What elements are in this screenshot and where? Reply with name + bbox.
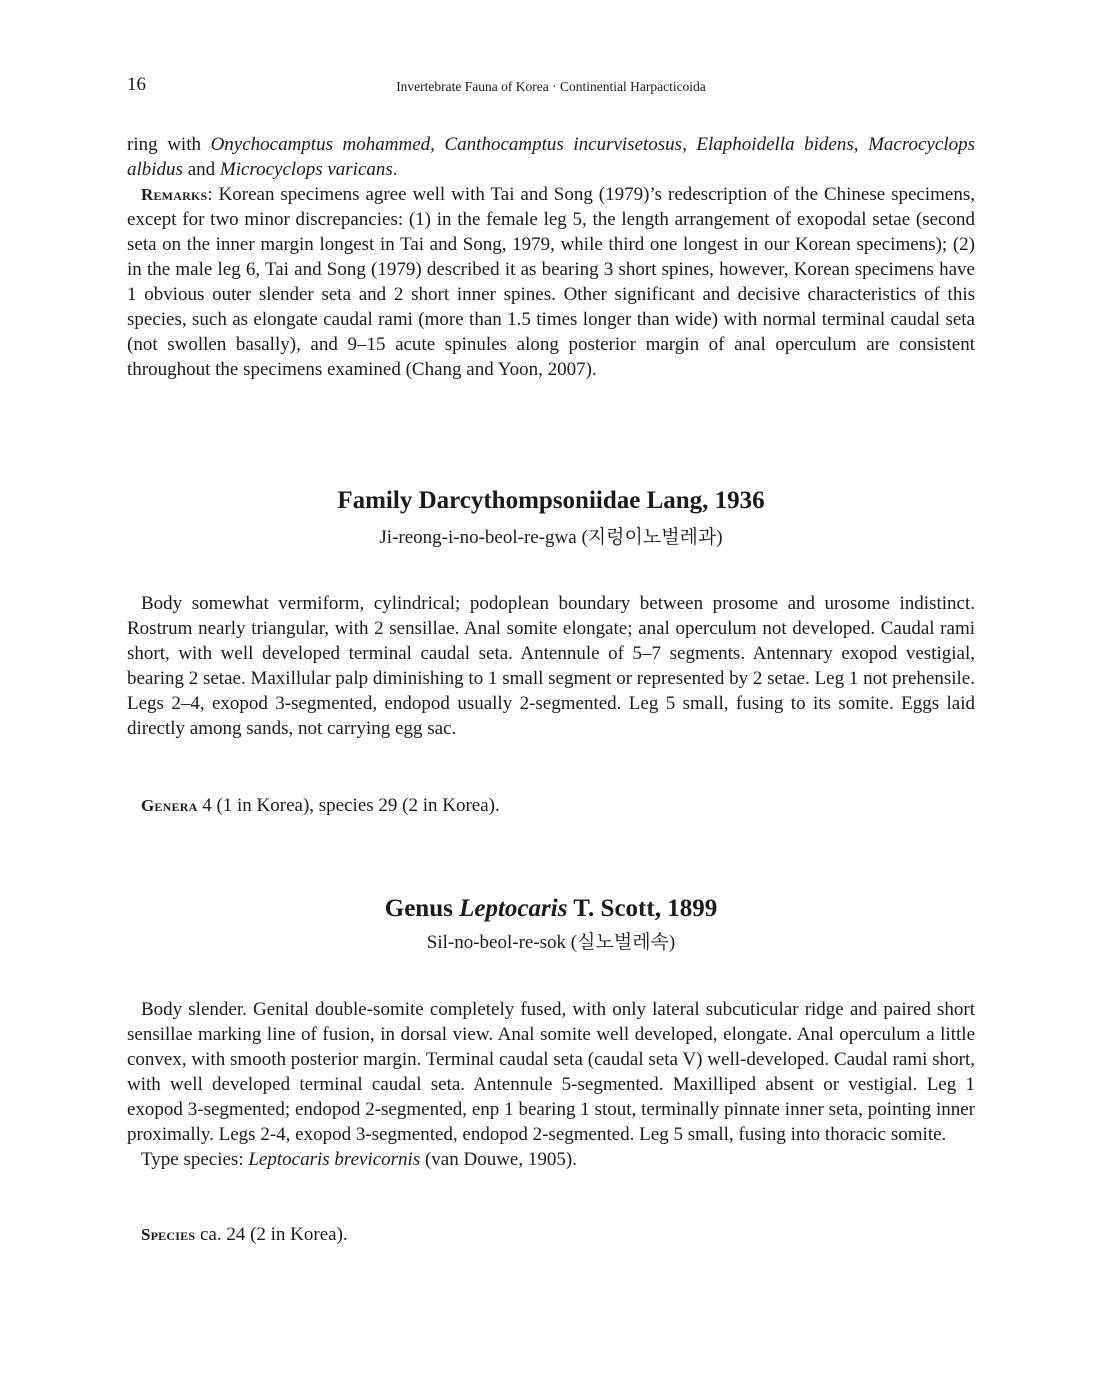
remarks-paragraph (127, 182, 975, 382)
genera-count (127, 793, 975, 818)
page-header (127, 74, 975, 98)
genera-text: 4 (1 in Korea), species 29 (2 in Korea). (197, 795, 500, 816)
species-label: Species (141, 1225, 196, 1244)
family-description: Body somewhat vermiform, cylindrical; podoplean boundary between prosome and urosome indistinct. Rostrum nearly triangular, with 2 sensillae. Anal somite elongate; anal operculum not developed. Caudal rami short, with well developed terminal caudal seta. Antennule of 5–7 segments. Antennary exopod vestigial, bearing 2 setae. Maxillular palp diminishing to 1 small segment or represented by 2 setae. Leg 1 not prehensile. Legs 2–4, exopod 3-segmented, endopod usually 2-segmented. Leg 5 small, fusing to its somite. Eggs laid directly among sands, not carrying egg sac. (127, 593, 975, 739)
page-number: 16 (127, 74, 146, 95)
type-species-line: Type species: Leptocaris brevicornis (van Douwe, 1905). (141, 1149, 577, 1170)
intro-paragraph: ring with Onychocamptus mohammed, Canthocamptus incurvisetosus, Elaphoidella bidens, Macrocyclops albidus and Microcyclops varicans. (127, 134, 975, 180)
running-title: Invertebrate Fauna of Korea · Continential Harpacticoida (396, 79, 706, 94)
type-species-name: Leptocaris brevicornis (248, 1149, 421, 1170)
genus-korean-name: Sil-no-beol-re-sok (실노벌레속) (426, 932, 676, 953)
genera-label: Genera (141, 796, 198, 815)
remarks-label: Remarks (141, 185, 208, 204)
remarks-text: : Korean specimens agree well with Tai and Song (1979)’s redescription of the Chinese specimens, except for two minor discrepancies: (1) in the female leg 5, the length arrangement of exopodal setae (second seta on the inner margin longest in Tai and Song, 1979, while third one longest in our Korean specimens); (2) in the male leg 6, Tai and Song (1979) described it as bearing 3 short spines, however, Korean specimens have 1 obvious outer slender seta and 2 short inner spines. Other significant and decisive characteristics of this species, such as elongate caudal rami (more than 1.5 times longer than wide) with normal terminal caudal seta (not swollen basally), and 9–15 acute spinules along posterior margin of anal operculum are consistent throughout the specimens examined (Chang and Yoon, 2007). (127, 184, 975, 380)
genus-description: Body slender. Genital double-somite completely fused, with only lateral subcuticular ridge and paired short sensillae marking line of fusion, in dorsal view. Anal somite well developed, elongate. Anal operculum a little convex, with smooth posterior margin. Terminal caudal seta (caudal seta V) well-developed. Caudal rami short, with well developed terminal caudal seta. Antennule 5-segmented. Maxilliped absent or vestigial. Leg 1 exopod 3-segmented; endopod 2-segmented, enp 1 bearing 1 stout, terminally pinnate inner seta, pointing inner proximally. Legs 2-4, exopod 3-segmented, endopod 2-segmented. Leg 5 small, fusing into thoracic somite. Type species: Leptocaris brevicornis (van Douwe, 1905). (127, 999, 975, 1170)
genus-heading: Genus Leptocaris T. Scott, 1899 (384, 895, 718, 922)
species-count (127, 1222, 975, 1247)
remarks-section (127, 132, 975, 382)
species-text: ca. 24 (2 in Korea). (195, 1224, 348, 1245)
family-heading: Family Darcythompsoniidae Lang, 1936 (337, 487, 765, 514)
family-korean-name: Ji-reong-i-no-beol-re-gwa (지렁이노벌레과) (379, 527, 723, 548)
